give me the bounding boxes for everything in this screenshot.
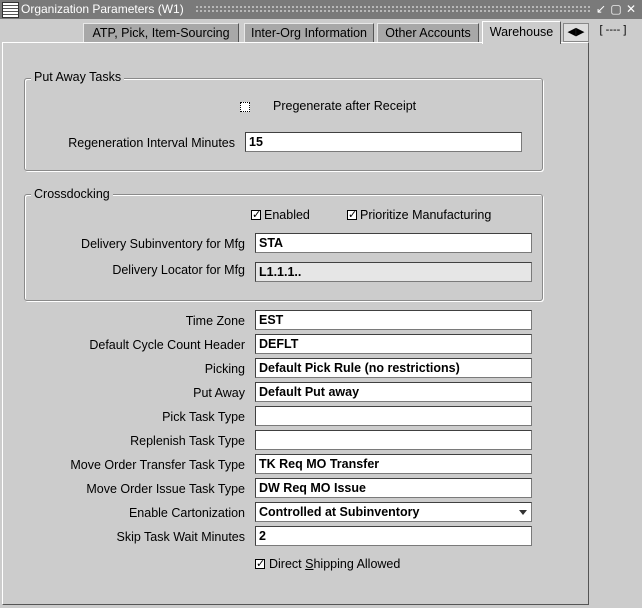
maximize-icon[interactable]: ▢: [610, 2, 622, 16]
tab-atp-pick-item-sourcing[interactable]: ATP, Pick, Item-Sourcing: [83, 23, 239, 43]
direct-shipping-checkbox[interactable]: ✓: [256, 558, 266, 570]
mo-issue-task-type-label: Move Order Issue Task Type: [86, 482, 245, 496]
time-zone-label: Time Zone: [185, 314, 245, 328]
mo-issue-task-type-input[interactable]: DW Req MO Issue: [255, 478, 532, 498]
pregenerate-label: Pregenerate after Receipt: [273, 99, 417, 113]
direct-shipping-label-accel: S: [305, 557, 314, 571]
picking-input[interactable]: Default Pick Rule (no restrictions): [255, 358, 532, 378]
mo-transfer-task-type-input[interactable]: TK Req MO Transfer: [255, 454, 532, 474]
enable-cartonization-select[interactable]: [255, 502, 532, 522]
prioritize-manufacturing-checkbox[interactable]: ✓: [348, 209, 358, 221]
skip-task-wait-label: Skip Task Wait Minutes: [116, 530, 245, 544]
put-away-label: Put Away: [193, 386, 245, 400]
tab-more-dropdown[interactable]: [ ---- ]: [599, 24, 627, 36]
put-away-tasks-group: [24, 78, 543, 171]
prioritize-manufacturing-label: Prioritize Manufacturing: [360, 208, 492, 222]
tab-scroll-arrows-icon[interactable]: ◀▶: [563, 23, 589, 42]
crossdocking-title: Crossdocking: [31, 187, 113, 201]
delivery-subinventory-input[interactable]: STA: [255, 233, 532, 253]
pick-task-type-input[interactable]: [255, 406, 532, 426]
enable-cartonization-value: Controlled at Subinventory: [259, 505, 420, 519]
put-away-tasks-title: Put Away Tasks: [31, 70, 124, 84]
enabled-checkbox[interactable]: ✓: [252, 209, 262, 221]
delivery-locator-input[interactable]: L1.1.1..: [255, 262, 532, 282]
delivery-locator-label: Delivery Locator for Mfg: [112, 263, 245, 277]
tab-warehouse[interactable]: Warehouse: [482, 21, 561, 44]
skip-task-wait-input[interactable]: 2: [255, 526, 532, 546]
app-icon: [2, 2, 19, 18]
enabled-label: Enabled: [264, 208, 310, 222]
minimize-icon[interactable]: ↙: [595, 2, 607, 16]
direct-shipping-label-post: hipping Allowed: [313, 557, 401, 571]
cycle-count-header-label: Default Cycle Count Header: [89, 338, 245, 352]
replenish-task-type-label: Replenish Task Type: [130, 434, 245, 448]
tab-other-accounts[interactable]: Other Accounts: [377, 23, 479, 43]
pregenerate-checkbox[interactable]: [240, 102, 250, 112]
time-zone-input[interactable]: EST: [255, 310, 532, 330]
close-icon[interactable]: ✕: [625, 2, 637, 16]
tab-inter-org-information[interactable]: Inter-Org Information: [244, 23, 374, 43]
cycle-count-header-input[interactable]: DEFLT: [255, 334, 532, 354]
replenish-task-type-input[interactable]: [255, 430, 532, 450]
window-titlebar[interactable]: [0, 0, 642, 19]
chevron-down-icon[interactable]: [519, 510, 527, 515]
picking-label: Picking: [204, 362, 245, 376]
titlebar-grip: [195, 5, 590, 13]
mo-transfer-task-type-label: Move Order Transfer Task Type: [70, 458, 245, 472]
window-title: Organization Parameters (W1): [21, 2, 188, 16]
regen-interval-label: Regeneration Interval Minutes: [68, 136, 235, 150]
regen-interval-input[interactable]: 15: [245, 132, 522, 152]
tab-strip: [0, 20, 642, 44]
delivery-subinventory-label: Delivery Subinventory for Mfg: [81, 237, 245, 251]
enable-cartonization-label: Enable Cartonization: [128, 506, 245, 520]
direct-shipping-label: [269, 557, 400, 571]
put-away-input[interactable]: Default Put away: [255, 382, 532, 402]
pick-task-type-label: Pick Task Type: [162, 410, 245, 424]
direct-shipping-label-pre: Direct: [269, 557, 306, 571]
